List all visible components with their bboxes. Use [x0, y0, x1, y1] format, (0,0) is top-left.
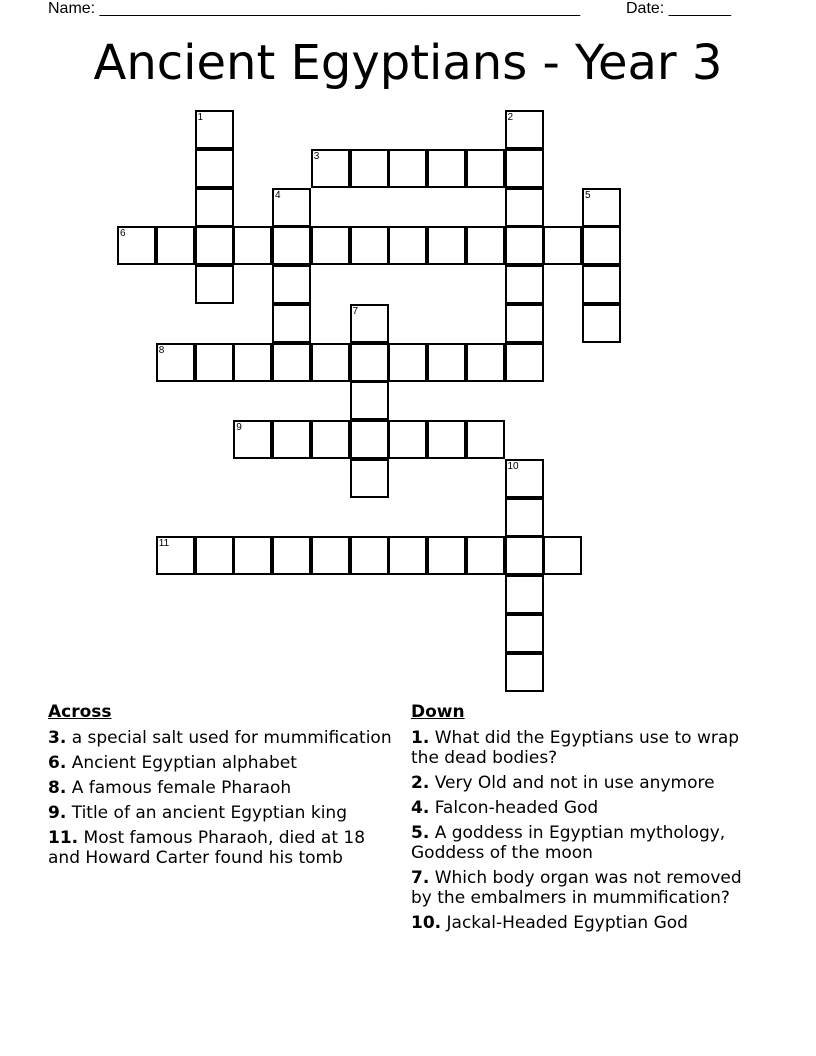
clue-number: 7. [411, 868, 430, 888]
crossword-cell[interactable] [350, 343, 389, 382]
crossword-cell[interactable] [543, 536, 582, 575]
crossword-cell[interactable] [582, 265, 621, 304]
cell-number: 10 [507, 460, 519, 472]
crossword-cell[interactable] [505, 265, 544, 304]
clue-down-4 [411, 798, 756, 818]
crossword-cell[interactable] [195, 536, 234, 575]
clue-across-6 [48, 753, 393, 773]
cell-number: 4 [275, 189, 281, 201]
crossword-cell[interactable] [582, 188, 621, 227]
cell-number: 2 [507, 112, 514, 123]
clue-text: Most famous Pharaoh, died at 18 and Howard Carter found his tomb [48, 828, 366, 868]
cell-number: 7 [352, 305, 359, 317]
crossword-cell[interactable] [350, 536, 389, 575]
crossword-cell[interactable] [427, 536, 466, 575]
crossword-cell[interactable] [505, 536, 544, 575]
clue-text: What did the Egyptians use to wrap the dead bodies? [411, 728, 740, 768]
crossword-cell[interactable] [466, 420, 505, 459]
clue-text: a special salt used for mummification [71, 728, 392, 748]
across-heading: Across [48, 702, 112, 722]
clue-number: 4. [411, 798, 430, 818]
crossword-cell[interactable] [427, 226, 466, 265]
crossword-cell[interactable] [388, 420, 427, 459]
crossword-cell[interactable] [272, 536, 311, 575]
clue-text: Jackal-Headed Egyptian God [446, 913, 688, 933]
down-clues [411, 702, 756, 938]
clue-down-1 [411, 728, 756, 768]
clue-number: 1. [411, 728, 430, 748]
crossword-cell[interactable] [350, 459, 389, 498]
crossword-cell[interactable] [195, 265, 234, 304]
crossword-cell[interactable] [505, 459, 544, 498]
crossword-cell[interactable] [466, 536, 505, 575]
crossword-cell[interactable] [195, 188, 234, 227]
crossword-cell[interactable] [505, 498, 544, 537]
crossword-cell[interactable] [272, 304, 311, 343]
crossword-cell[interactable] [543, 226, 582, 265]
cell-number: 11 [158, 538, 170, 550]
crossword-cell[interactable] [272, 420, 311, 459]
crossword-cell[interactable] [195, 226, 234, 265]
clue-across-8 [48, 778, 393, 798]
crossword-cell[interactable] [388, 226, 427, 265]
clue-number: 9. [48, 803, 67, 823]
clue-number: 6. [48, 753, 67, 773]
crossword-cell[interactable] [350, 304, 389, 343]
clue-across-11 [48, 828, 393, 868]
crossword-cell[interactable] [311, 149, 350, 188]
clue-number: 5. [411, 823, 430, 843]
crossword-cell[interactable] [311, 536, 350, 575]
crossword-cell[interactable] [156, 226, 195, 265]
crossword-cell[interactable] [195, 343, 234, 382]
cell-number: 8 [158, 344, 165, 356]
crossword-cell[interactable] [233, 536, 272, 575]
crossword-cell[interactable] [427, 343, 466, 382]
date-field-label: Date: _______ [626, 0, 731, 17]
clue-number: 8. [48, 778, 67, 798]
crossword-cell[interactable] [505, 110, 544, 149]
crossword-cell[interactable] [505, 343, 544, 382]
clue-text: Falcon-headed God [434, 798, 599, 818]
crossword-cell[interactable] [195, 110, 234, 149]
crossword-cell[interactable] [350, 381, 389, 420]
crossword-cell[interactable] [466, 149, 505, 188]
cell-number: 3 [313, 150, 320, 162]
clue-number: 3. [48, 728, 67, 748]
crossword-cell[interactable] [311, 420, 350, 459]
clue-across-9 [48, 803, 393, 823]
clue-number: 10. [411, 913, 442, 933]
crossword-cell[interactable] [156, 536, 195, 575]
crossword-cell[interactable] [233, 226, 272, 265]
crossword-cell[interactable] [388, 149, 427, 188]
clue-number: 2. [411, 773, 430, 793]
crossword-cell[interactable] [117, 226, 156, 265]
crossword-cell[interactable] [427, 149, 466, 188]
crossword-cell[interactable] [427, 420, 466, 459]
crossword-cell[interactable] [388, 536, 427, 575]
page-title: Ancient Egyptians - Year 3 [93, 35, 723, 91]
cell-number: 9 [236, 422, 242, 433]
crossword-cell[interactable] [466, 226, 505, 265]
crossword-cell[interactable] [272, 343, 311, 382]
crossword-cell[interactable] [505, 188, 544, 227]
crossword-cell[interactable] [350, 226, 389, 265]
crossword-cell[interactable] [466, 343, 505, 382]
cell-number: 5 [585, 189, 591, 201]
clue-across-3 [48, 728, 393, 748]
clue-text: A goddess in Egyptian mythology, Goddess of the moon [411, 823, 726, 863]
crossword-cell[interactable] [272, 226, 311, 265]
crossword-cell[interactable] [350, 420, 389, 459]
crossword-cell[interactable] [505, 226, 544, 265]
crossword-cell[interactable] [311, 343, 350, 382]
down-heading: Down [411, 702, 465, 722]
crossword-cell[interactable] [505, 653, 544, 692]
across-clues [48, 702, 393, 873]
clue-text: Very Old and not in use anymore [434, 773, 715, 793]
crossword-cell[interactable] [272, 188, 311, 227]
crossword-cell[interactable] [156, 343, 195, 382]
crossword-cell[interactable] [350, 149, 389, 188]
clue-down-5 [411, 823, 756, 863]
cell-number: 1 [197, 112, 204, 123]
clue-text: Ancient Egyptian alphabet [71, 753, 297, 773]
crossword-cell[interactable] [505, 614, 544, 653]
crossword-cell[interactable] [272, 265, 311, 304]
crossword-cell[interactable] [582, 304, 621, 343]
crossword-cell[interactable] [233, 420, 272, 459]
clue-down-10 [411, 913, 756, 933]
clue-down-2 [411, 773, 756, 793]
clue-text: Which body organ was not removed by the embalmers in mummification? [411, 868, 742, 908]
crossword-cell[interactable] [311, 226, 350, 265]
cell-number: 6 [120, 228, 126, 240]
clue-number: 11. [48, 828, 79, 848]
clue-down-7 [411, 868, 756, 908]
clue-text: Title of an ancient Egyptian king [71, 803, 347, 823]
clue-text: A famous female Pharaoh [71, 778, 292, 798]
crossword-cell[interactable] [195, 149, 234, 188]
crossword-cell[interactable] [505, 304, 544, 343]
crossword-cell[interactable] [233, 343, 272, 382]
crossword-cell[interactable] [505, 149, 544, 188]
crossword-cell[interactable] [505, 575, 544, 614]
name-field-label: Name: ______________________________________________________ [48, 0, 581, 17]
crossword-cell[interactable] [582, 226, 621, 265]
crossword-cell[interactable] [388, 343, 427, 382]
